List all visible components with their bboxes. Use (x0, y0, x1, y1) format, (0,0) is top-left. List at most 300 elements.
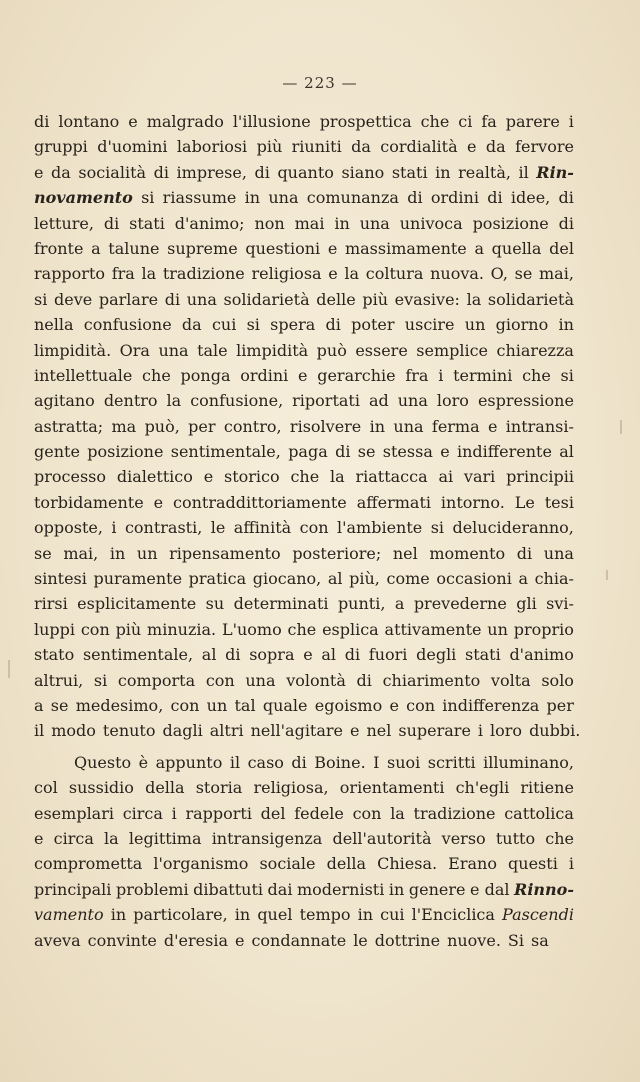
word: supreme (167, 238, 238, 258)
text-line (34, 264, 574, 289)
word: affinità (233, 518, 292, 538)
word: le (210, 518, 226, 538)
word: I (373, 752, 380, 772)
word: in (388, 879, 405, 899)
word: ma (111, 416, 137, 436)
word: parlare (98, 289, 159, 309)
text-line (34, 518, 574, 543)
text-line (34, 493, 574, 518)
word: in (435, 162, 451, 182)
word: posizione (87, 442, 164, 462)
word: uscire (404, 315, 455, 335)
word: e (234, 930, 245, 950)
word: imprese, (176, 162, 247, 182)
word: religiosa, (253, 778, 329, 798)
word: solo (541, 670, 574, 690)
word: parere (505, 112, 560, 131)
word: più, (349, 569, 380, 589)
word: quella (491, 238, 542, 258)
word: malgrado (146, 112, 224, 131)
word: in (558, 315, 574, 335)
word: che (420, 112, 450, 131)
text-line (34, 829, 574, 854)
word: la (104, 828, 119, 848)
word: d'eresia (163, 930, 228, 950)
word: poter (351, 315, 395, 335)
word: cordialità (380, 137, 458, 157)
word: con (205, 670, 235, 690)
word: astratta; (34, 416, 104, 436)
word: Si (507, 930, 524, 950)
word: medesimo, (75, 695, 164, 715)
word: cui (211, 315, 237, 335)
word: sentimentale, (170, 442, 281, 462)
word: dai (267, 879, 293, 899)
word: più (362, 289, 389, 309)
word: questioni (245, 238, 321, 258)
word: in (244, 188, 261, 208)
word: con (170, 695, 200, 715)
word: convinte (87, 930, 157, 950)
word: ponga (180, 365, 231, 385)
word: a (394, 594, 405, 614)
word: stato (34, 645, 75, 665)
word: ch'egli (455, 778, 510, 798)
word: che (522, 365, 551, 385)
word: semplice (416, 340, 489, 360)
word: paga (288, 442, 328, 462)
word: e (327, 238, 338, 258)
word: sopra (249, 645, 295, 665)
word: si (560, 365, 574, 385)
word: una (268, 188, 299, 208)
word: condannate (251, 930, 347, 950)
word: mai (294, 213, 325, 233)
word: Questo (74, 752, 132, 772)
word: per (546, 695, 574, 715)
word: particolare, (133, 905, 228, 925)
word: essere (355, 340, 408, 360)
word: solidarietà (223, 289, 310, 309)
word: risolvere (289, 416, 362, 436)
text-line (34, 239, 574, 264)
word: talune (108, 238, 160, 258)
word: un (487, 619, 508, 639)
word: minuzia. (147, 619, 217, 639)
word: posteriore; (292, 543, 382, 563)
word: ordini (430, 188, 479, 208)
word: in (334, 213, 350, 233)
word: volta (490, 670, 531, 690)
text-line (34, 290, 574, 315)
word: occasioni (436, 569, 512, 589)
text-line (34, 137, 574, 162)
word: se (50, 695, 69, 715)
word: del (549, 238, 574, 258)
word: e (203, 467, 214, 487)
word: in (110, 905, 127, 925)
word: affermati (356, 492, 431, 512)
word: puramente (93, 569, 183, 589)
paper-mark (606, 570, 608, 580)
word: rirsi (34, 594, 68, 614)
word: Le (514, 492, 535, 512)
word: univoca (399, 213, 463, 233)
word: al (201, 645, 217, 665)
word: in (357, 905, 374, 925)
word: intorno. (440, 492, 505, 512)
word: da (485, 137, 506, 157)
word: si (34, 289, 48, 309)
word: dentro (103, 391, 158, 411)
word: vari (463, 467, 496, 487)
word: circa (122, 803, 163, 823)
word: sintesi (34, 569, 87, 589)
word: e (440, 442, 450, 462)
word: intransigenza (211, 828, 323, 848)
word: tal (234, 695, 256, 715)
word: di (153, 162, 169, 182)
word: e (467, 137, 477, 157)
word: di (335, 442, 351, 462)
word: cattolica (504, 803, 574, 823)
word: la (466, 289, 482, 309)
word: il (34, 721, 45, 741)
word: tradizione (162, 264, 245, 284)
word: contrasti, (124, 518, 203, 538)
word: riassume (162, 188, 237, 208)
word: più (115, 619, 142, 639)
text-line (34, 315, 574, 340)
word: da (351, 137, 371, 157)
word: non (254, 213, 285, 233)
word: O, (490, 264, 508, 284)
word: nella (34, 315, 74, 335)
word: da (51, 162, 71, 182)
word: su (205, 594, 225, 614)
word: e (153, 492, 164, 512)
word: a (474, 238, 484, 258)
word: sa (530, 930, 549, 950)
word: se (34, 543, 52, 563)
word: del (260, 803, 286, 823)
word: nell'agitare (250, 721, 344, 741)
word: questi (508, 854, 558, 874)
text-line (34, 854, 574, 879)
word: con (406, 695, 436, 715)
word: vamento (34, 905, 104, 925)
word: d'animo; (174, 213, 245, 233)
word: limpidità. (34, 340, 112, 360)
word: tempo (299, 905, 351, 925)
word: confusione (83, 315, 172, 335)
word: appunto (155, 752, 223, 772)
word: l'illusione (232, 112, 311, 131)
word: e (328, 264, 338, 284)
word: se (514, 264, 533, 284)
word: una (543, 543, 574, 563)
word: e (34, 828, 44, 848)
word: indifferente (456, 442, 552, 462)
word: massimamente (344, 238, 467, 258)
word: di (558, 213, 574, 233)
word: punti, (337, 594, 386, 614)
word: deve (53, 289, 93, 309)
text-line (34, 721, 581, 746)
word: espressione (477, 391, 574, 411)
word: comporta (117, 670, 196, 690)
word: nel (366, 721, 392, 741)
word: loro (490, 721, 523, 741)
text-line (34, 753, 574, 778)
word: spera (270, 315, 316, 335)
word: un (136, 543, 158, 563)
word: superare (398, 721, 471, 741)
word: comunanza (306, 188, 399, 208)
word: ritiene (520, 778, 574, 798)
text-line (34, 880, 574, 905)
word: verso (441, 828, 486, 848)
word: ad (368, 391, 389, 411)
word: genere (408, 879, 466, 899)
word: tutto (495, 828, 536, 848)
body-text (34, 112, 581, 956)
word: fronte (34, 238, 84, 258)
word: di (34, 112, 50, 131)
word: da (181, 315, 202, 335)
word: ferma (431, 416, 480, 436)
word: coltura (365, 264, 424, 284)
word: contro, (223, 416, 282, 436)
word: quel (257, 905, 293, 925)
text-line (34, 544, 574, 569)
word: di (516, 543, 533, 563)
word: Boine. (314, 752, 366, 772)
word: contraddittoriamente (173, 492, 347, 512)
word: luppi (34, 619, 76, 639)
text-line (34, 696, 574, 721)
word: tale (197, 340, 228, 360)
word: fa (481, 112, 497, 131)
word: si (430, 518, 445, 538)
word: d'animo (509, 645, 574, 665)
word: la (344, 264, 360, 284)
word: termini (453, 365, 513, 385)
word: suoi (386, 752, 421, 772)
word: stati (129, 213, 165, 233)
word: e dal (470, 879, 510, 899)
word: prospettica (319, 112, 412, 131)
word: giocano, (252, 569, 322, 589)
text-line (34, 594, 574, 619)
word: i (568, 112, 574, 131)
word: in (369, 416, 386, 436)
word: nuove. (447, 930, 501, 950)
word: la (166, 391, 182, 411)
word: religiosa (251, 264, 322, 284)
word: processo (34, 467, 107, 487)
word: storico (223, 467, 280, 487)
word: nuova. (430, 264, 484, 284)
word: che (290, 467, 320, 487)
word: quanto (277, 162, 334, 182)
word: una (158, 340, 189, 360)
paper-mark (8, 660, 10, 678)
word: solidarietà (487, 289, 574, 309)
word: quale (262, 695, 308, 715)
text-line (34, 417, 574, 442)
word: determinati (233, 594, 329, 614)
word: il (518, 162, 529, 182)
word: ci (458, 112, 473, 131)
word: lontano (58, 112, 120, 131)
word: riattacca (355, 467, 428, 487)
word: una (393, 416, 424, 436)
word: degli (416, 645, 457, 665)
word: il (229, 752, 241, 772)
text-line (34, 341, 574, 366)
word: giorno (495, 315, 549, 335)
word: indifferenza (442, 695, 540, 715)
word: i (477, 721, 484, 741)
word: più (256, 137, 283, 157)
word: di (558, 188, 574, 208)
word: per (188, 416, 216, 436)
word: tenuto (102, 721, 156, 741)
word: esplica (322, 619, 379, 639)
word: chiarezza (496, 340, 574, 360)
word: Erano (448, 854, 497, 874)
word: delucideranno, (452, 518, 574, 538)
word: intellettuale (34, 365, 133, 385)
word: idee, (510, 188, 551, 208)
word: principali (34, 879, 112, 899)
word: di (254, 162, 270, 182)
word: e (487, 416, 498, 436)
text-line (34, 620, 574, 645)
word: di (325, 315, 341, 335)
word: Rinno- (514, 879, 574, 899)
word: di (344, 645, 361, 665)
word: con (80, 619, 110, 639)
text-line (34, 188, 574, 213)
word: Ora (119, 340, 150, 360)
word: i (171, 803, 177, 823)
word: agitano (34, 391, 95, 411)
word: i (111, 518, 117, 538)
word: si (141, 188, 155, 208)
word: evasive: (394, 289, 460, 309)
word: fedele (294, 803, 344, 823)
word: d'uomini (97, 137, 168, 157)
word: problemi (115, 879, 189, 899)
word: in (109, 543, 126, 563)
word: limpidità (236, 340, 309, 360)
word: la (329, 467, 345, 487)
text-line (34, 804, 574, 829)
word: che (545, 828, 574, 848)
word: prevederne (413, 594, 507, 614)
word: l'Enciclica (411, 905, 495, 925)
word: di (487, 188, 503, 208)
word: e (350, 721, 360, 741)
word: delle (316, 289, 356, 309)
word: fervore (515, 137, 574, 157)
word: è (138, 752, 149, 772)
word: riuniti (291, 137, 342, 157)
word: e (34, 162, 44, 182)
word: con (352, 803, 382, 823)
word: proprio (513, 619, 574, 639)
text-line (34, 778, 574, 803)
word: nel (392, 543, 418, 563)
word: come (386, 569, 430, 589)
word: gerarchie (317, 365, 396, 385)
word: Pascendi (502, 905, 574, 925)
word: dell'autorità (332, 828, 432, 848)
word: comprometta (34, 854, 143, 874)
word: opposte, (34, 518, 103, 538)
word: l'organismo (153, 854, 249, 874)
word: confusione, (190, 391, 284, 411)
word: attivamente (384, 619, 482, 639)
page-number: — 223 — (282, 74, 358, 92)
word: socialità (78, 162, 147, 182)
word: una (186, 289, 217, 309)
word: egoismo (314, 695, 383, 715)
word: loro (436, 391, 469, 411)
word: e (298, 365, 308, 385)
word: di (291, 752, 307, 772)
word: al (559, 442, 574, 462)
word: sociale (259, 854, 316, 874)
word: di (225, 645, 241, 665)
word: ai (438, 467, 454, 487)
word: di (407, 188, 423, 208)
paper-mark (620, 420, 622, 434)
word: tradizione (413, 803, 496, 823)
word: i (568, 854, 574, 874)
word: un (464, 315, 486, 335)
word: dibattuti (193, 879, 263, 899)
word: la (390, 803, 405, 823)
word: una (359, 213, 390, 233)
word: letture, (34, 213, 94, 233)
word: storia (195, 778, 243, 798)
text-line (34, 671, 574, 696)
word: altrui, (34, 670, 84, 690)
word: col (34, 778, 58, 798)
word: L'uomo (221, 619, 282, 639)
word: pratica (188, 569, 247, 589)
word: e (303, 645, 313, 665)
word: l'ambiente (336, 518, 423, 538)
word: che (287, 619, 317, 639)
word: cui (380, 905, 405, 925)
word: fra (111, 264, 135, 284)
word: un (206, 695, 228, 715)
word: a (518, 569, 528, 589)
word: momento (429, 543, 506, 563)
text-line (34, 467, 574, 492)
word: scritti (427, 752, 476, 772)
word: altri (209, 721, 244, 741)
word: a (91, 238, 101, 258)
word: dialettico (116, 467, 193, 487)
text-line (34, 214, 574, 239)
word: novamento (34, 188, 133, 208)
word: esemplari (34, 803, 114, 823)
